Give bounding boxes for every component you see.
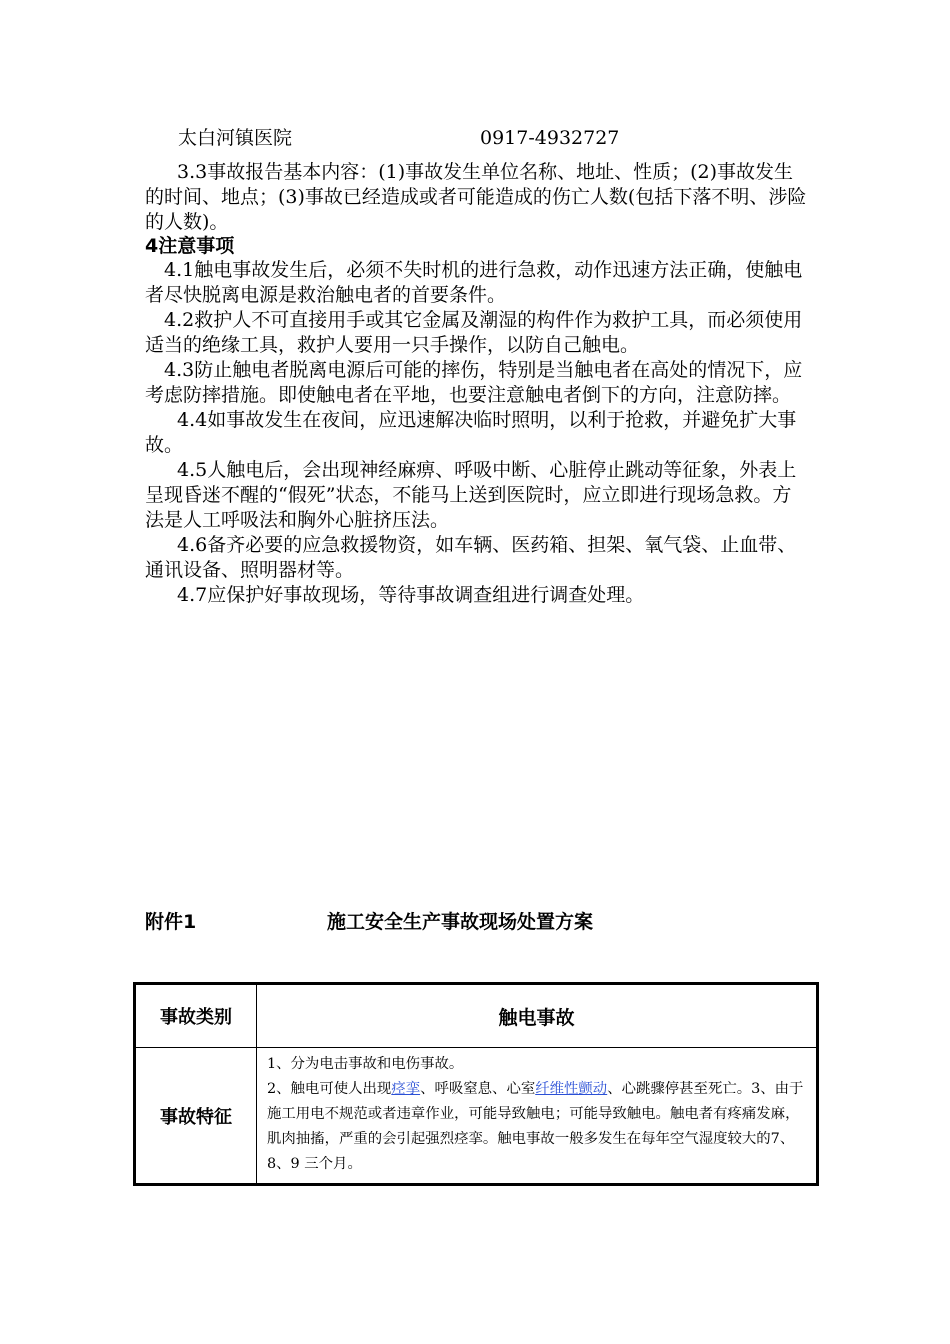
paragraph-4-2: 4.2救护人不可直接用手或其它金属及潮湿的构件作为救护工具，而必须使用适当的绝缘工具，救护人要用一只手操作，以防自己触电。 bbox=[145, 309, 803, 356]
table-row bbox=[135, 1048, 818, 1185]
feature-line-1: 1、分为电击事故和电伤事故。 bbox=[267, 1056, 464, 1072]
appendix-label: 附件1 bbox=[145, 911, 197, 933]
paragraph-4-7: 4.7应保护好事故现场，等待事故调查组进行调查处理。 bbox=[177, 584, 645, 606]
hospital-phone: 0917-4932727 bbox=[480, 127, 620, 149]
accident-table bbox=[133, 982, 819, 1186]
feature-text-b: 、呼吸窒息、心室 bbox=[420, 1081, 536, 1097]
feature-text-a: 2、触电可使人出现 bbox=[267, 1081, 392, 1097]
paragraph-4-5: 4.5人触电后，会出现神经麻痹、呼吸中断、心脏停止跳动等征象，外表上呈现昏迷不醒的“假死”状态，不能马上送到医院时，应立即进行现场急救。方法是人工呼吸法和胸外心脏挤压法。 bbox=[145, 459, 797, 531]
hospital-name: 太白河镇医院 bbox=[178, 127, 293, 149]
accident-type-value: 触电事故 bbox=[257, 984, 818, 1048]
report-content-paragraph bbox=[145, 160, 810, 235]
appendix-title: 施工安全生产事故现场处置方案 bbox=[327, 911, 594, 933]
paragraph-4-4: 4.4如事故发生在夜间，应迅速解决临时照明，以利于抢救，并避免扩大事故。 bbox=[145, 409, 797, 456]
section-4 bbox=[145, 234, 810, 608]
accident-feature-label: 事故特征 bbox=[135, 1048, 257, 1185]
paragraph-4-1: 4.1触电事故发生后，必须不失时机的进行急救，动作迅速方法正确，使触电者尽快脱离电源是救治触电者的首要条件。 bbox=[145, 259, 803, 306]
accident-type-label: 事故类别 bbox=[135, 984, 257, 1048]
table-row bbox=[135, 984, 818, 1048]
paragraph-3-3: 3.3事故报告基本内容：(1)事故发生单位名称、地址、性质；(2)事故发生的时间、地点；(3)事故已经造成或者可能造成的伤亡人数(包括下落不明、涉险的人数)。 bbox=[145, 161, 807, 233]
paragraph-4-3: 4.3防止触电者脱离电源后可能的摔伤，特别是当触电者在高处的情况下，应考虑防摔措施。即使触电者在平地，也要注意触电者倒下的方向，注意防摔。 bbox=[145, 359, 803, 406]
paragraph-4-6: 4.6备齐必要的应急救援物资，如车辆、医药箱、担架、氧气袋、止血带、通讯设备、照明器材等。 bbox=[145, 534, 797, 581]
feature-text-c: 、心跳骤停甚至死亡。3、由于施工用电不规范或者违章作业，可能导致触电；可能导致触电。触电者有疼痛发麻，肌肉抽搐，严重的会引起强烈痉挛。触电事故一般多发生在每年空气湿度较大的7、8、9 三个月。 bbox=[267, 1081, 804, 1172]
hospital-contact bbox=[178, 125, 620, 151]
section-4-heading: 4注意事项 bbox=[145, 235, 235, 257]
appendix-heading bbox=[145, 907, 594, 934]
feature-line-2 bbox=[267, 1077, 808, 1177]
accident-feature-description bbox=[257, 1048, 818, 1185]
fibrillation-link[interactable]: 纤维性颤动 bbox=[535, 1081, 608, 1097]
spasm-link[interactable]: 痉挛 bbox=[391, 1081, 421, 1097]
